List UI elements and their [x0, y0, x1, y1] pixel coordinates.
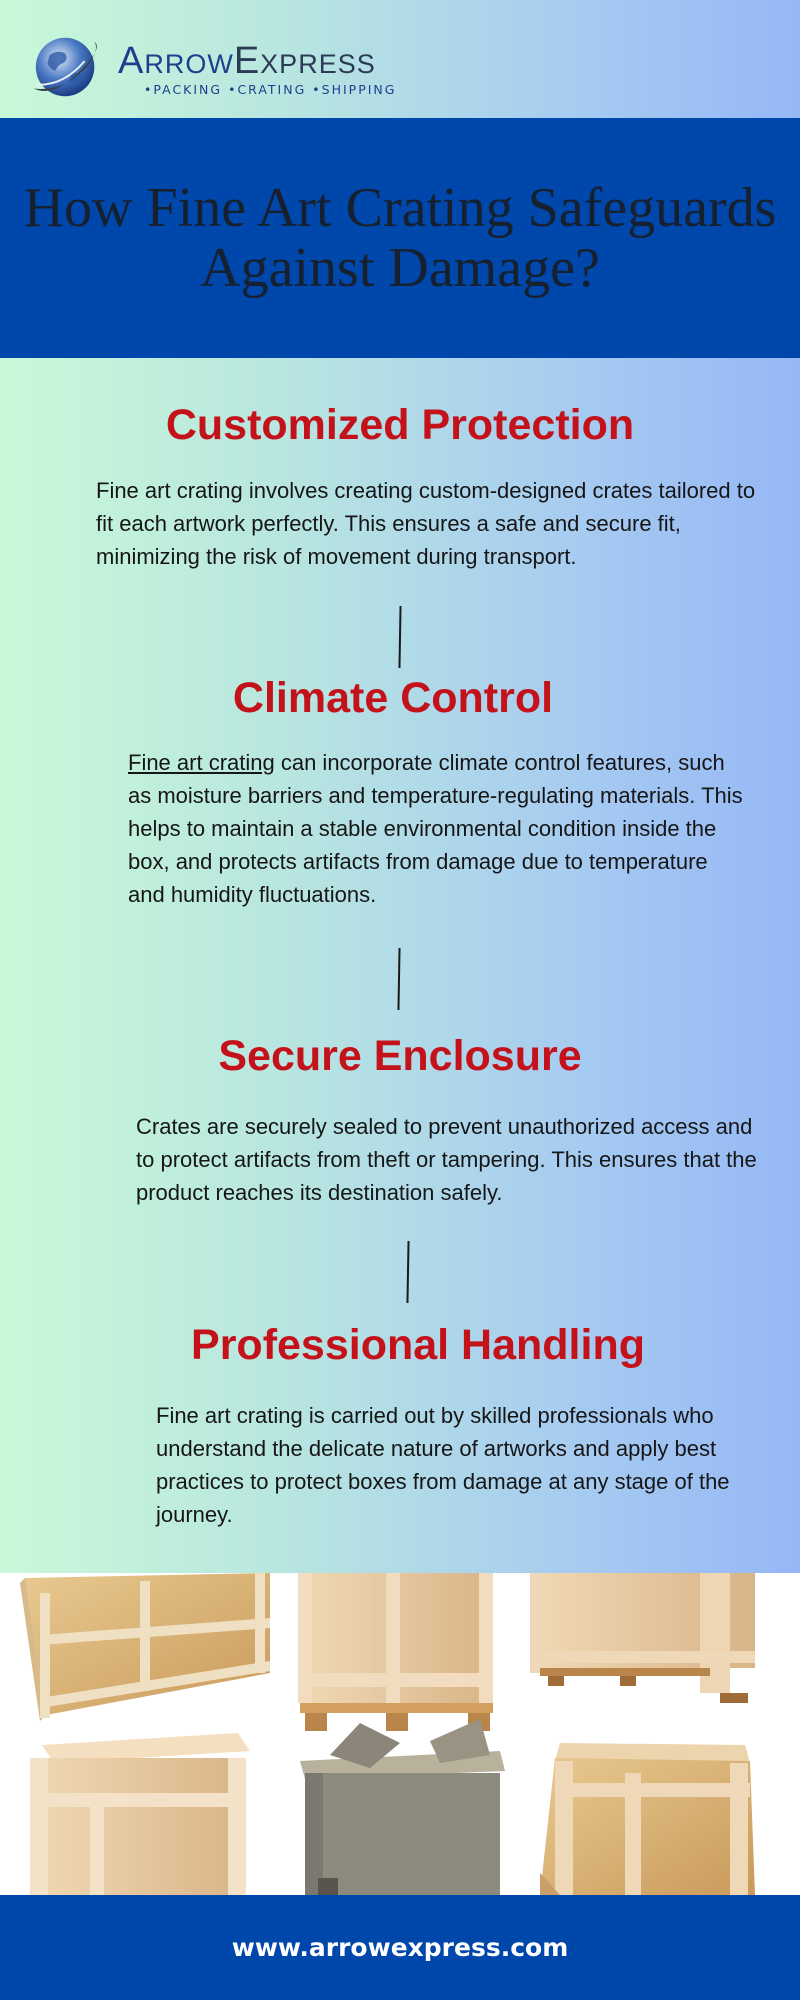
section-heading-climate-control: Climate Control — [232, 674, 554, 722]
crate-photo-2 — [298, 1573, 493, 1731]
section-text-climate-control-body: can incorporate climate control features, such as moisture barriers and temperature-regulating materials. This helps to maintain a stable environmental condition inside the box, and protects artifacts from damage due to temperature and humidity fluctuations. — [128, 750, 743, 907]
crate-photo-1 — [20, 1573, 270, 1721]
globe-icon — [28, 28, 106, 106]
section-heading-professional-handling: Professional Handling — [191, 1321, 645, 1369]
section-text-professional-handling: Fine art crating is carried out by skilled professionals who understand the delicate nature of artworks and apply best practices to protect boxes from damage at any stage of the journey. — [156, 1403, 730, 1527]
website-link[interactable]: www.arrowexpress.com — [231, 1933, 569, 1962]
brand-tagline: •PACKING •CRATING •SHIPPING — [144, 82, 397, 97]
fine-art-crating-link[interactable]: Fine art crating — [128, 750, 275, 775]
brand-name-arrow: Arrow — [118, 40, 234, 82]
crate-photo-collage — [0, 1573, 800, 1895]
brand-name — [118, 42, 376, 80]
crate-photo-5 — [300, 1719, 505, 1895]
page-title: How Fine Art Crating Safeguards Against Damage? — [23, 177, 777, 299]
section-text-customized-protection: Fine art crating involves creating custom-designed crates tailored to fit each artwork perfectly. This ensures a safe and secure fit, minimizing the risk of movement during transport. — [96, 478, 756, 569]
header — [0, 0, 800, 118]
crate-photo-3 — [530, 1573, 755, 1703]
section-text-climate-control — [128, 746, 748, 911]
brand-name-express: Express — [233, 40, 376, 82]
footer — [0, 1895, 800, 2000]
crate-photo-4 — [30, 1733, 250, 1895]
section-heading-secure-enclosure: Secure Enclosure — [218, 1032, 582, 1080]
section-heading-customized-protection: Customized Protection — [165, 401, 635, 449]
title-band — [0, 118, 800, 358]
crate-photos — [0, 1573, 800, 1895]
crate-photo-6 — [540, 1743, 755, 1895]
section-text-secure-enclosure: Crates are securely sealed to prevent unauthorized access and to protect artifacts from theft or tampering. This ensures that the product reaches its destination safely. — [136, 1114, 757, 1205]
